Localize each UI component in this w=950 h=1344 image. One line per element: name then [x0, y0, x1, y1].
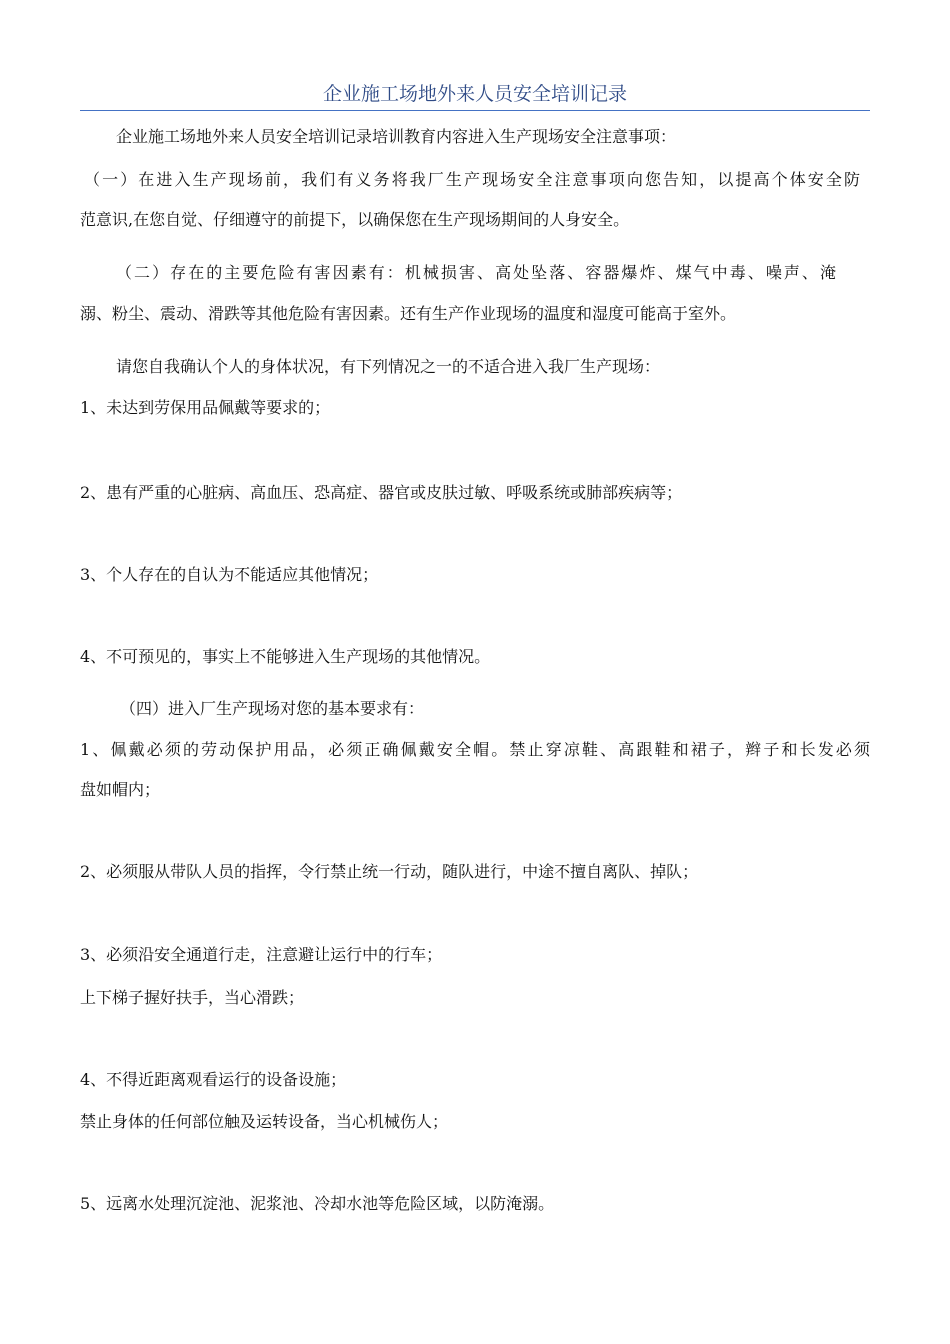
section-1-line-2: 范意识,在您自觉、仔细遵守的前提下，以确保您在生产现场期间的人身安全。 [80, 210, 630, 229]
health-item-1: 1、未达到劳保用品佩戴等要求的； [80, 398, 331, 417]
health-item-3: 3、个人存在的自认为不能适应其他情况； [80, 565, 379, 584]
health-item-4: 4、不可预见的，事实上不能够进入生产现场的其他情况。 [80, 647, 491, 666]
requirement-2: 2、必须服从带队人员的指挥，令行禁止统一行动，随队进行，中途不擅自离队、掉队； [80, 862, 699, 881]
requirement-4-line-2: 禁止身体的任何部位触及运转设备，当心机械伤人； [80, 1112, 449, 1131]
health-item-2: 2、患有严重的心脏病、高血压、恐高症、器官或皮肤过敏、呼吸系统或肺部疾病等； [80, 483, 683, 502]
document-title: 企业施工场地外来人员安全培训记录 [322, 83, 627, 105]
requirement-3-line-2: 上下梯子握好扶手，当心滑跌； [80, 988, 305, 1007]
requirement-3-line-1: 3、必须沿安全通道行走，注意避让运行中的行车； [80, 945, 443, 964]
requirement-4-line-1: 4、不得近距离观看运行的设备设施； [80, 1070, 347, 1089]
title-divider [80, 110, 870, 111]
health-check-intro: 请您自我确认个人的身体状况，有下列情况之一的不适合进入我厂生产现场： [116, 357, 661, 376]
requirement-1-line-1: 1、佩戴必须的劳动保护用品，必须正确佩戴安全帽。禁止穿凉鞋、高跟鞋和裙子，辫子和长发必须 [80, 740, 870, 759]
section-2-line-1: （二）存在的主要危险有害因素有：机械损害、高处坠落、容器爆炸、煤气中毒、噪声、淹 [116, 263, 836, 282]
requirement-5: 5、远离水处理沉淀池、泥浆池、冷却水池等危险区域，以防淹溺。 [80, 1194, 555, 1213]
requirement-1-line-2: 盘如帽内； [80, 780, 161, 799]
section-4-heading: （四）进入厂生产现场对您的基本要求有： [120, 699, 425, 718]
section-1-line-1: （一）在进入生产现场前，我们有义务将我厂生产现场安全注意事项向您告知，以提高个体安全防 [84, 170, 860, 189]
section-2-line-2: 溺、粉尘、震动、滑跌等其他危险有害因素。还有生产作业现场的温度和湿度可能高于室外。 [80, 304, 737, 323]
intro-line: 企业施工场地外来人员安全培训记录培训教育内容进入生产现场安全注意事项： [116, 127, 677, 146]
